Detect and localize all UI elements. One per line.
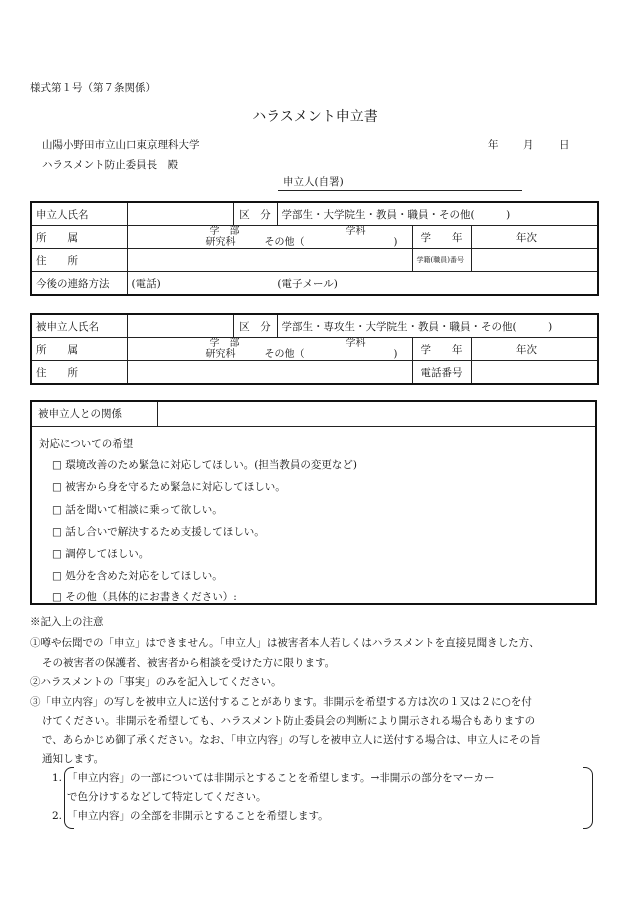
wish-option[interactable]: □ 話を聞いて相談に乗って欲しい。 (52, 504, 223, 516)
left-bracket (64, 767, 74, 829)
wish-option[interactable]: □ 調停してほしい。 (52, 548, 150, 560)
applicant-category-label: 区 分 (233, 202, 277, 226)
other-label: その他（ (264, 237, 305, 248)
note-1-line-2: その被害者の保護者、被害者から相談を受けた方に限ります。 (42, 657, 336, 669)
signature-label: 申立人(自署) (283, 176, 344, 188)
notes-title: ※記入上の注意 (30, 616, 104, 628)
date-day: 日 (559, 139, 570, 151)
respondent-phone-field[interactable] (471, 361, 598, 385)
wish-option[interactable]: □ その他（具体的にお書きください）: (52, 591, 237, 603)
applicant-name-field[interactable] (127, 202, 233, 226)
applicant-grade-label: 学 年 (412, 226, 471, 249)
applicant-name-label (31, 202, 127, 226)
option-2-line-1: 「申立内容」の全部を非開示とすることを希望します。 (67, 810, 329, 822)
applicant-category-field[interactable]: 学部生・大学院生・教員・職員・その他( ) (277, 202, 598, 226)
date-month: 月 (523, 139, 534, 151)
respondent-name-field[interactable] (127, 314, 233, 338)
respondent-grade-label: 学 年 (412, 338, 471, 361)
applicant-table (30, 201, 599, 296)
wishes-title: 対応についての希望 (39, 438, 134, 450)
dept-top: 学 部 (209, 338, 240, 349)
option-1-number[interactable]: 1. (52, 772, 63, 784)
applicant-id-label: 学籍(職員)番号 (412, 249, 471, 272)
note-2: ②ハラスメントの「事実」のみを記入してください。 (30, 676, 282, 688)
applicant-contact-field[interactable] (127, 272, 598, 296)
other-label: その他（ (264, 349, 305, 360)
wish-option[interactable]: □ 処分を含めた対応をしてほしい。 (52, 570, 223, 582)
respondent-table (30, 313, 599, 385)
close-paren: ) (393, 349, 398, 360)
option-2-number[interactable]: 2. (52, 810, 63, 822)
applicant-affiliation-field[interactable] (127, 226, 412, 249)
respondent-affiliation-label: 所 属 (31, 338, 127, 361)
dept-bottom: 研究科 (205, 237, 236, 248)
applicant-affiliation-label: 所 属 (31, 226, 127, 249)
wish-option[interactable]: □ 話し合いで解決するため支援してほしい。 (52, 526, 265, 538)
recipient-name: ハラスメント防止委員長 殿 (42, 159, 179, 171)
wishes-box (30, 400, 597, 605)
right-bracket (583, 767, 593, 829)
applicant-contact-label: 今後の連絡方法 (31, 272, 127, 296)
note-3-line-4: 通知します。 (42, 753, 105, 765)
respondent-affiliation-field[interactable] (127, 338, 412, 361)
applicant-grade-field[interactable]: 年次 (471, 226, 598, 249)
wish-option[interactable]: □ 環境改善のため緊急に対応してほしい。(担当教員の変更など) (52, 459, 357, 471)
close-paren: ) (393, 237, 398, 248)
form-number: 様式第１号（第７条関係） (30, 82, 156, 94)
respondent-address-label: 住 所 (31, 361, 127, 385)
respondent-category-field[interactable]: 学部生・専攻生・大学院生・教員・職員・その他( ) (277, 314, 598, 338)
page-title: ハラスメント申立書 (252, 109, 378, 125)
phone-label: (電話) (131, 277, 161, 290)
respondent-category-label: 区 分 (233, 314, 277, 338)
respondent-name-label: 被申立人氏名 (31, 314, 127, 338)
note-1-line-1: ①噂や伝聞での「申立」はできません。「申立人」は被害者本人若しくはハラスメントを直接見聞きした方、 (30, 637, 540, 649)
note-3-line-3: で、あらかじめ御了承ください。なお、「申立内容」の写しを被申立人に送付する場合は、申立人にその旨 (42, 734, 541, 746)
course-label: 学科 (345, 338, 366, 349)
university-name: 山陽小野田市立山口東京理科大学 (42, 139, 200, 151)
date-year: 年 (488, 139, 499, 151)
option-1-line-1: 「申立内容」の一部については非開示とすることを希望します。→非開示の部分をマーカー (67, 772, 495, 784)
applicant-address-label: 住 所 (31, 249, 127, 272)
dept-bottom: 研究科 (205, 349, 236, 360)
dept-top: 学 部 (209, 226, 240, 237)
relationship-label: 被申立人との関係 (32, 402, 158, 426)
applicant-id-field[interactable] (471, 249, 598, 272)
respondent-phone-label: 電話番号 (412, 361, 471, 385)
signature-line[interactable] (278, 190, 522, 191)
option-1-line-2: で色分けするなどして特定してください。 (67, 791, 267, 803)
applicant-address-field[interactable] (127, 249, 412, 272)
respondent-address-field[interactable] (127, 361, 412, 385)
respondent-grade-field[interactable]: 年次 (471, 338, 598, 361)
applicant-name-text: 申立人氏名 (36, 208, 89, 221)
relationship-field[interactable] (158, 402, 595, 426)
wish-option[interactable]: □ 被害から身を守るため緊急に対応してほしい。 (52, 481, 286, 493)
course-label: 学科 (345, 226, 366, 237)
email-label: (電子メール) (277, 277, 338, 290)
note-3-line-1: ③「申立内容」の写しを被申立人に送付することがあります。非開示を希望する方は次の１又は２に○を付 (30, 696, 532, 708)
note-3-line-2: けてください。非開示を希望しても、ハラスメント防止委員会の判断により開示される場合もありますの (42, 715, 536, 727)
